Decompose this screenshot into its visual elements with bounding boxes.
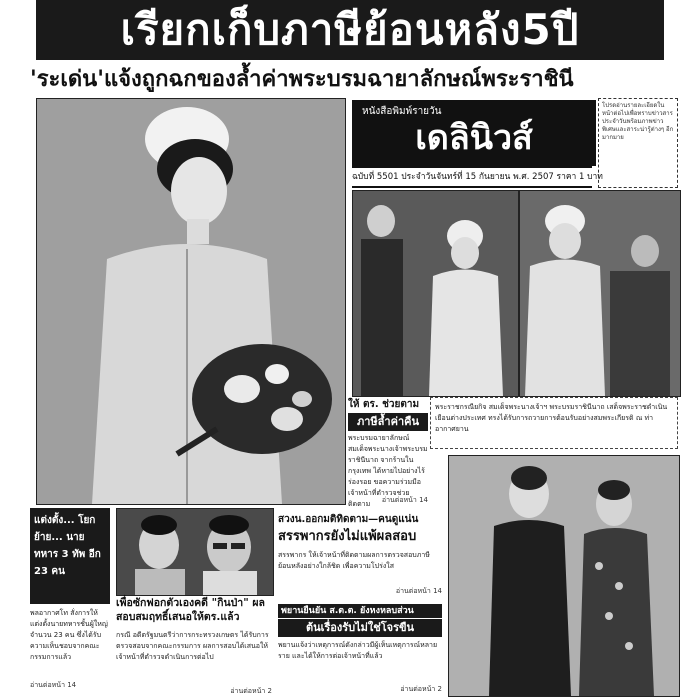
witness-story	[278, 604, 442, 698]
tax-story-headline-1: ให้ ตร. ช่วยตาม	[348, 397, 428, 413]
military-reshuffle-body: พลอากาศโท สั่งการให้แต่งตั้งนายทหารชั้นผู้ใหญ่ จำนวน 23 คน ซึ่งได้รับความเห็นชอบจากคณะกรรมการแล้ว	[30, 609, 108, 661]
queen-portrait-photo	[36, 98, 346, 505]
forest-case-body: กรณี อดีตรัฐมนตรีว่าการกระทรวงเกษตร ได้รับการตรวจสอบจากคณะกรรมการ ผลการสอบได้เสนอให้เจ้าหน้าที่ตำรวจดำเนินการต่อไป	[116, 631, 269, 661]
forest-case-ref: อ่านต่อหน้า 2	[230, 687, 272, 695]
newspaper-name: เดลินิวส์	[415, 118, 533, 158]
witness-story-headline: ต้นเรื่องรับไม่ใช่โจรขืน	[278, 619, 442, 637]
two-women-figure	[449, 456, 679, 696]
military-reshuffle-ref: อ่านต่อหน้า 14	[30, 681, 77, 689]
front-page-subheadline: 'ระเด่น'แจ้งถูกฉกของล้ำค่าพระบรมฉายาลักษณ์พระราชินี	[30, 66, 574, 92]
revenue-story-headline: สรรพากรยังไม่แพ้ผลสอบ	[278, 529, 417, 544]
military-reshuffle-story	[30, 508, 110, 698]
issue-dateline: ฉบับที่ 5501 ประจำวันจันทร์ที่ 15 กันยายน พ.ศ. 2507 ราคา 1 บาท	[352, 166, 592, 188]
queen-portrait-figure	[37, 99, 345, 504]
airport-photo-2-figure	[520, 191, 680, 396]
two-women-photo	[448, 455, 680, 697]
tax-story-body: พระบรมฉายาลักษณ์ สมเด็จพระนางเจ้าพระบรมราชินีนาถ จากร้านในกรุงเทพ ได้หายไปอย่างไร้ร่องรอย ขอความร่วมมือเจ้าหน้าที่ตำรวจช่วยติดตาม	[348, 434, 428, 508]
airport-photo-1-figure	[353, 191, 518, 396]
revenue-story-body: สรรพากร ให้เจ้าหน้าที่ติดตามผลการตรวจสอบภาษีย้อนหลังอย่างใกล้ชิด เพื่อความโปร่งใส	[278, 551, 430, 570]
masthead-tag: หนังสือพิมพ์รายวัน	[362, 106, 442, 117]
revenue-story-ref: อ่านต่อหน้า 14	[395, 587, 442, 595]
tax-story-headline-2: ภาษีล้ำค่าคืน	[348, 413, 428, 431]
airport-photo-1	[352, 190, 519, 397]
officials-photo	[116, 508, 274, 596]
airport-photo-2	[519, 190, 681, 397]
witness-story-kicker: พยานยืนยัน ส.ต.ต. ยังหงหลบส่วน	[278, 604, 442, 618]
newspaper-masthead	[352, 100, 596, 166]
tax-story-ref: อ่านต่อหน้า 14	[381, 496, 428, 504]
index-box: โปรดอ่านรายละเอียดในหน้าต่อไปเพื่อทราบข่าวสารประจำวันพร้อมภาพข่าวพิเศษและสาระน่ารู้ต่างๆ อีกมากมาย	[598, 98, 678, 188]
forest-case-story	[116, 596, 272, 698]
tax-story	[348, 397, 428, 509]
military-reshuffle-box: แต่งตั้ง... โยกย้าย... นายทหาร 3 ทัพ อีก 23 คน	[30, 508, 110, 604]
officials-figure	[117, 509, 273, 595]
front-page-headline: เรียกเก็บภาษีย้อนหลัง5ปี	[36, 0, 664, 60]
revenue-story	[278, 512, 442, 602]
revenue-story-kicker: สวงน.ออกมติทิดตาม—คนดูแน่น	[278, 514, 419, 525]
witness-story-body: พยานแจ้งว่าเหตุการณ์ดังกล่าวมีผู้เห็นเหตุการณ์หลายราย และได้ให้การต่อเจ้าหน้าที่แล้ว	[278, 641, 438, 660]
witness-story-ref: อ่านต่อหน้า 2	[400, 685, 442, 693]
forest-case-headline: เพื่อซักฟอกตัวเองคดี "กินป่า" ผลสอบสมฤทธิ์เสนอให้ตร.แล้ว	[116, 597, 265, 623]
royal-photo-caption: พระราชกรณียกิจ สมเด็จพระนางเจ้าฯ พระบรมราชินีนาถ เสด็จพระราชดำเนินเยือนต่างประเทศ ทรงได้รับการถวายการต้อนรับอย่างสมพระเกียรติ ณ ท่าอากาศยาน	[430, 397, 678, 449]
